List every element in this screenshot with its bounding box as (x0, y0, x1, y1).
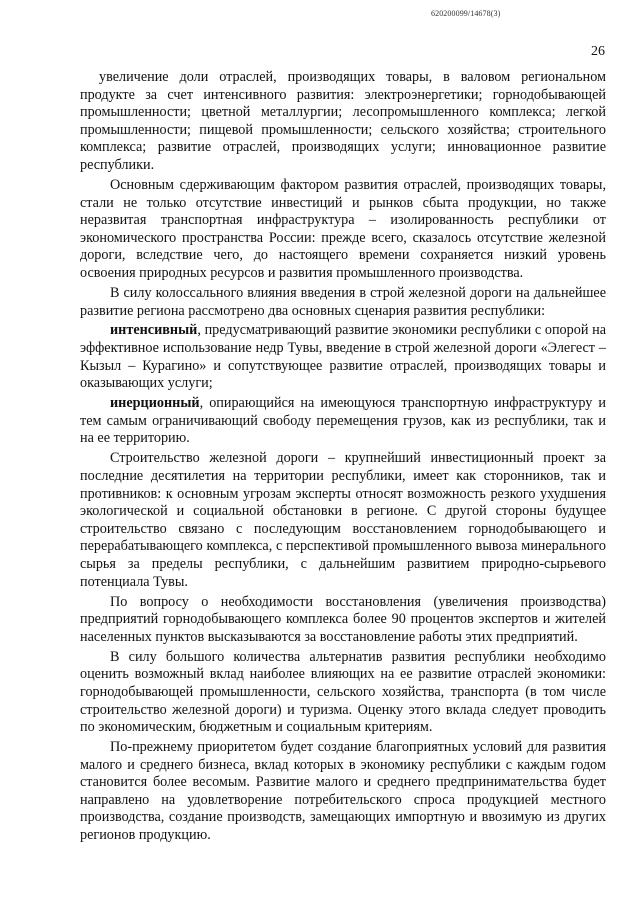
paragraph: Основным сдерживающим фактором развития отраслей, производящих товары, стали не только отсутствие инвестиций и рынков сбыта продукции, но также неразвитая транспортная инфраструктура – изолированность республики от экономического пространства России: прежде всего, сказалось отсутствие железной дороги, вследствие чего, до настоящего времени сохраняется низкий уровень освоения природных ресурсов и развития промышленного производства. (80, 176, 606, 281)
paragraph: В силу большого количества альтернатив развития республики необходимо оценить возможный вклад наиболее влияющих на ее развитие отраслей экономики: горнодобывающей промышленности, сельского хозяйства, транспорта (в том числе строительство железной дороги) и туризма. Оценку этого вклада следует проводить по экономическим, бюджетным и социальным критериям. (80, 648, 606, 736)
document-id: 620200099/14678(3) (431, 9, 501, 18)
paragraph: увеличение доли отраслей, производящих товары, в валовом региональном продукте за счет интенсивного развития: электроэнергетики; горнодобывающей промышленности; цветной металлургии; лесопромышленного комплекса; легкой промышленности; пищевой промышленности; сельского хозяйства; строительного комплекса; развитие отраслей, производящих услуги; инновационное развитие республики. (80, 69, 606, 173)
paragraph: По вопросу о необходимости восстановления (увеличения производства) предприятий горнодобывающего комплекса более 90 процентов экспертов и жителей населенных пунктов высказываются за восстановление работы этих предприятий. (80, 593, 606, 645)
scenario-term: интенсивный (110, 322, 198, 339)
paragraph: В силу колоссального влияния введения в строй железной дороги на дальнейшее развитие региона рассмотрено два основных сценария развития республики: (80, 284, 606, 319)
scenario-item (80, 322, 606, 392)
scenario-text: , опирающийся на имеющуюся транспортную инфраструктуру и тем самым ограничивающий свободу перемещения грузов, как из республики, так и на ее территорию. (80, 395, 606, 447)
scenario-item (80, 395, 606, 448)
scenario-text: , предусматривающий развитие экономики республики с опорой на эффективное использование недр Тувы, введение в строй железной дороги «Элегест – Кызыл – Курагино» и сопутствующее развитие отраслей, производящих товары и оказывающих услуги; (80, 322, 606, 392)
scenario-term: инерционный (110, 395, 200, 412)
paragraph: По-прежнему приоритетом будет создание благоприятных условий для развития малого и среднего бизнеса, вклад которых в экономику республики с каждым годом становится более весомым. Развитие малого и среднего предпринимательства будет направлено на удовлетворение потребительского спроса продукцией местного производства, создание производств, замещающих импортную и ввозимую из других регионов продукцию. (80, 739, 606, 844)
page-number: 26 (591, 44, 605, 59)
paragraph: Строительство железной дороги – крупнейший инвестиционный проект за последние десятилетия на территории республики, имеет как сторонников, так и противников: к основным угрозам эксперты относят возможность резкого ухудшения экологической и социальной обстановки в регионе. С другой стороны будущее строительство связано с последующим восстановлением горнодобывающего и перерабатывающего комплекса, с перспективой промышленного вывоза минерального сырья за пределы республики, с дальнейшим развитием природно-сырьевого потенциала Тувы. (80, 450, 606, 590)
document-body (80, 69, 606, 847)
